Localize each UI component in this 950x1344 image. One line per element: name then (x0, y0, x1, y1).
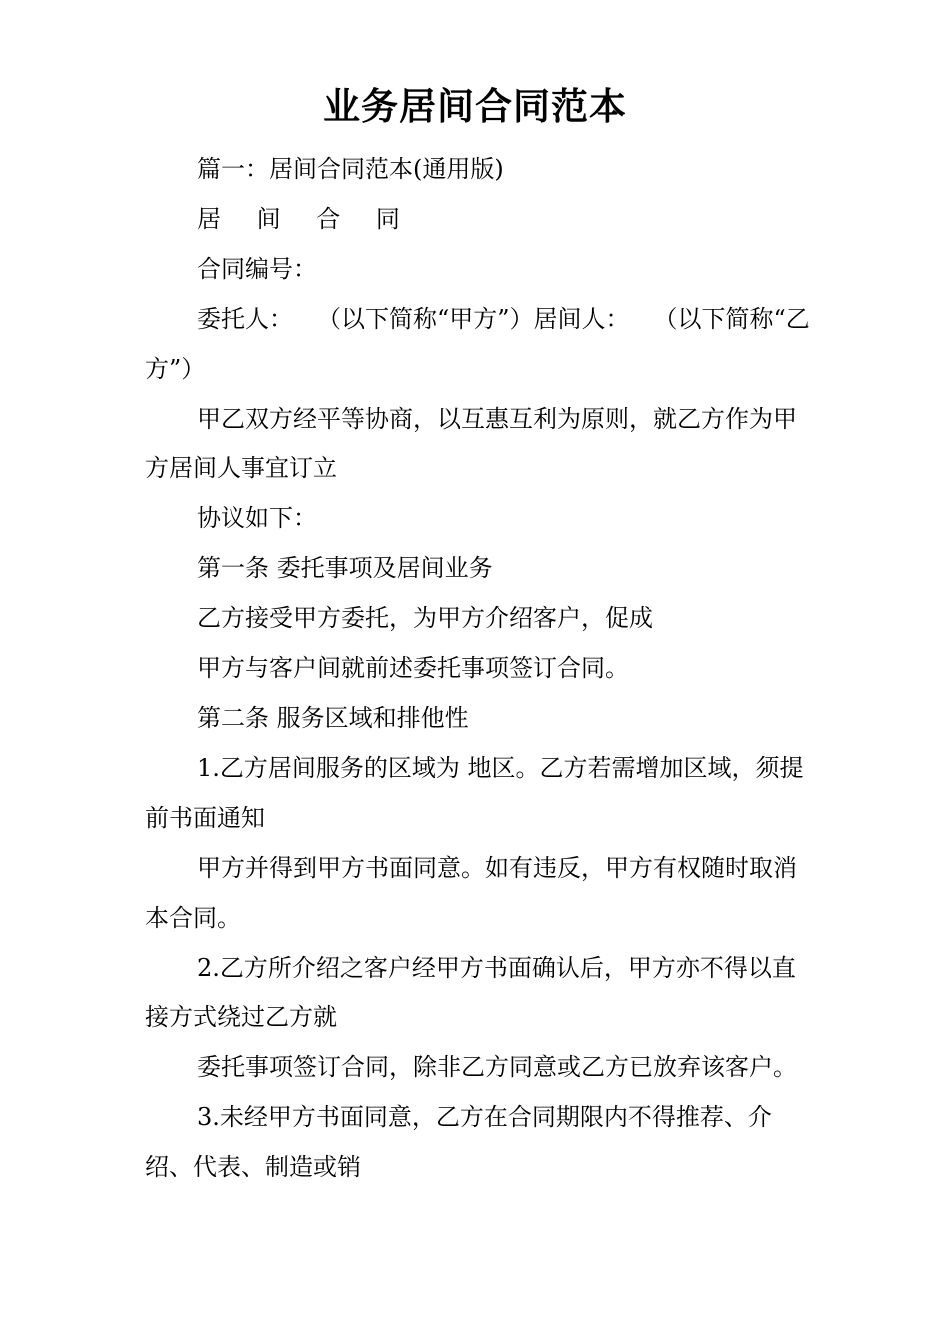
paragraph-article-1-heading: 第一条 委托事项及居间业务 (197, 554, 493, 583)
paragraph-article-1-line-1: 乙方接受甲方委托，为甲方介绍客户，促成 (197, 604, 653, 633)
paragraph-article-2-item-1: 1.乙方居间服务的区域为 地区。乙方若需增加区域，须提前书面通知 (145, 753, 804, 832)
paragraph-contract-heading: 居 间 合 同 (197, 204, 414, 233)
paragraph-agreement-intro: 协议如下： (197, 504, 317, 533)
document-title: 业务居间合同范本 (323, 85, 627, 128)
document-body (145, 145, 815, 1193)
paragraph-article-2-item-3: 3.未经甲方书面同意，乙方在合同期限内不得推荐、介绍、代表、制造或销 (145, 1103, 772, 1182)
paragraph-article-2-item-1-cont: 甲方并得到甲方书面同意。如有违反，甲方有权随时取消本合同。 (145, 853, 797, 932)
paragraph-article-2-item-2: 2.乙方所介绍之客户经甲方书面确认后，甲方亦不得以直接方式绕过乙方就 (145, 953, 796, 1032)
paragraph-article-2-heading: 第二条 服务区域和排他性 (197, 703, 469, 732)
paragraph-contract-number: 合同编号： (197, 254, 317, 283)
paragraph-parties: 委托人： （以下简称“甲方”）居间人： （以下简称“乙方”） (145, 304, 810, 383)
paragraph-article-1-line-2: 甲方与客户间就前述委托事项签订合同。 (197, 654, 629, 683)
paragraph-preamble: 甲乙双方经平等协商，以互惠互利为原则，就乙方作为甲方居间人事宜订立 (145, 404, 797, 483)
paragraph-article-2-item-2-cont: 委托事项签订合同，除非乙方同意或乙方已放弃该客户。 (197, 1053, 797, 1082)
paragraph-section-heading: 篇一：居间合同范本(通用版) (197, 155, 504, 183)
